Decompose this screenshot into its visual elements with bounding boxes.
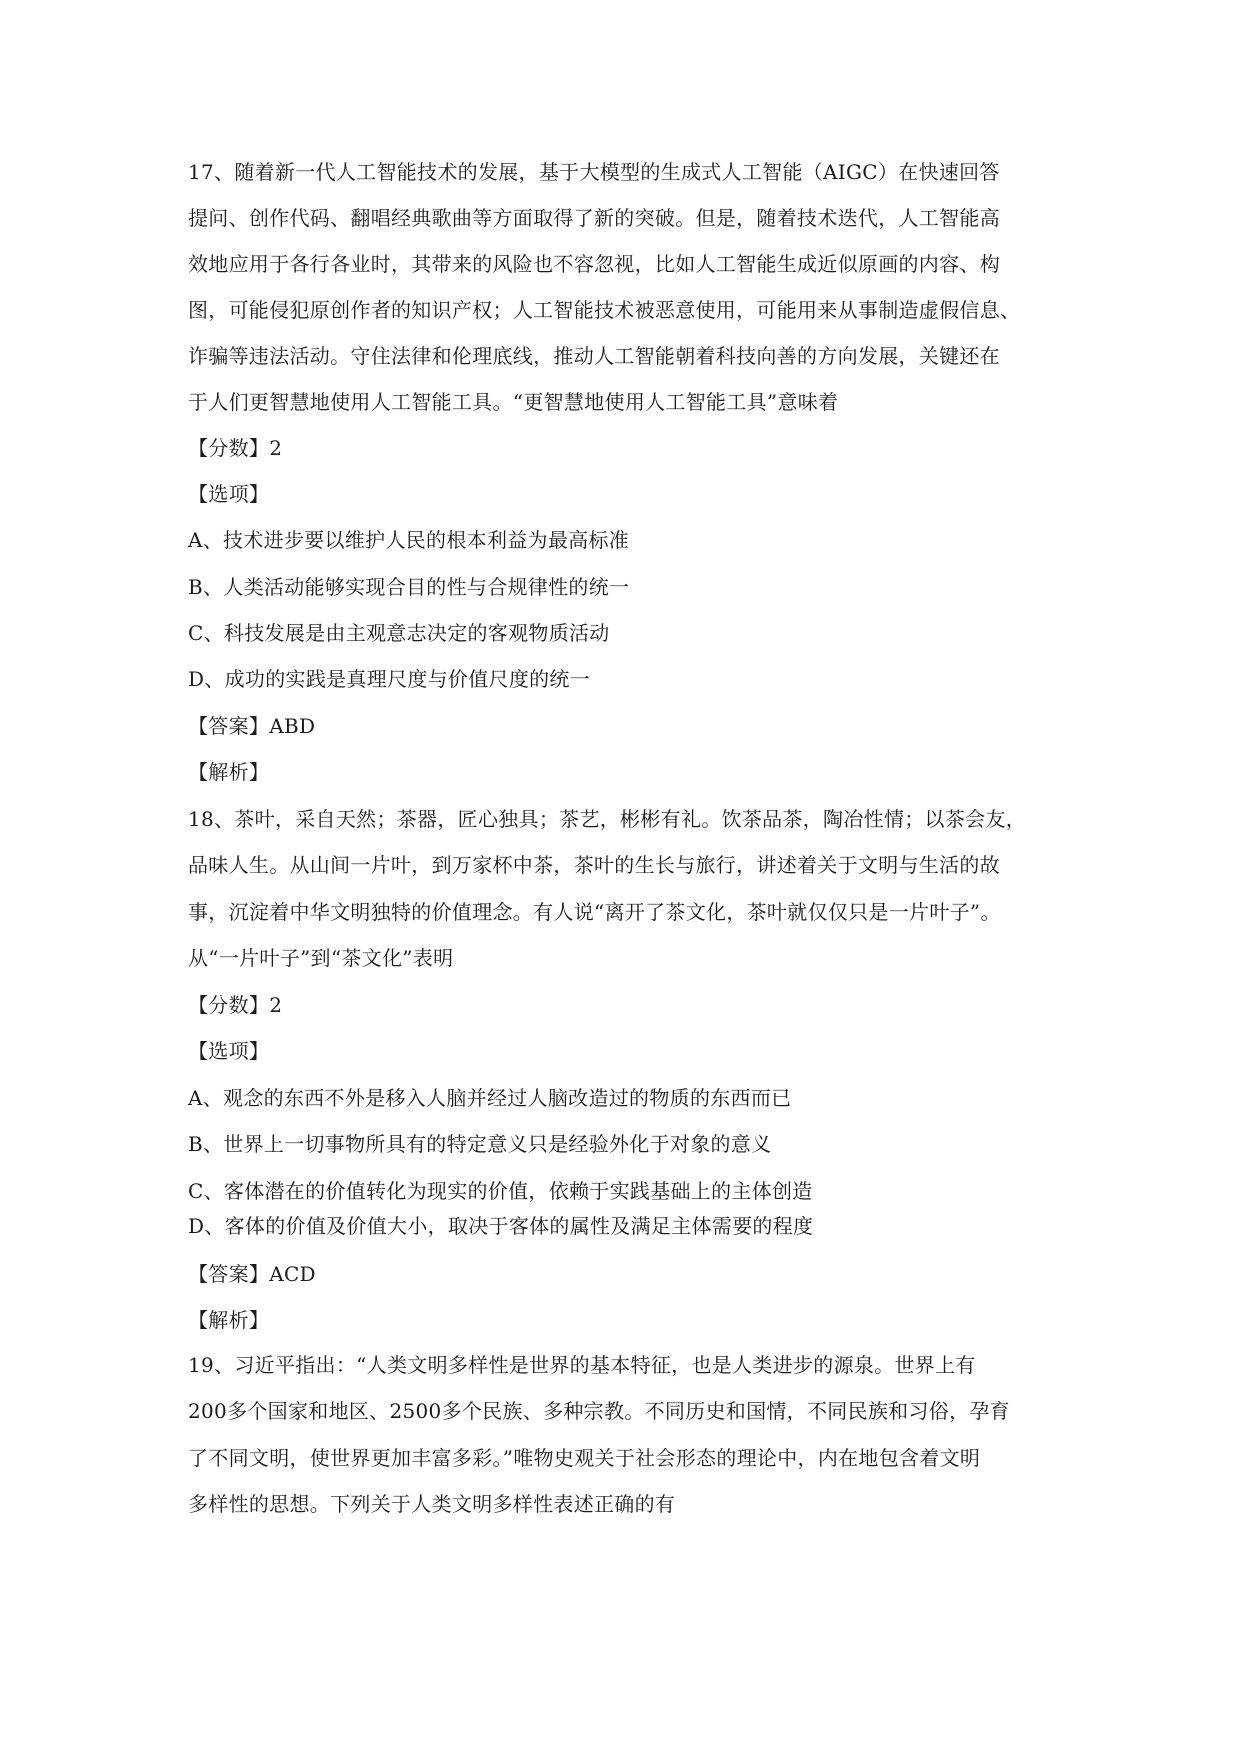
answer-label: 【答案】ABD: [188, 714, 316, 738]
options-label: 【选项】: [188, 482, 270, 506]
question-stem-line: 效地应用于各行各业时，其带来的风险也不容忽视，比如人工智能生成近似原画的内容、构: [188, 252, 1000, 276]
question-stem-line: 于人们更智慧地使用人工智能工具。“更智慧地使用人工智能工具”意味着: [188, 390, 839, 414]
question-stem-line: 18、茶叶，采自天然；茶器，匠心独具；茶艺，彬彬有礼。饮茶品茶，陶冶性情；以茶会友，: [188, 807, 1027, 831]
option-c: C、客体潜在的价值转化为现实的价值，依赖于实践基础上的主体创造: [188, 1179, 813, 1203]
question-stem-line: 19、习近平指出：“人类文明多样性是世界的基本特征，也是人类进步的源泉。世界上有: [188, 1353, 976, 1377]
option-a: A、观念的东西不外是移入人脑并经过人脑改造过的物质的东西而已: [188, 1086, 792, 1110]
option-d: D、客体的价值及价值大小，取决于客体的属性及满足主体需要的程度: [188, 1214, 814, 1238]
option-d: D、成功的实践是真理尺度与价值尺度的统一: [188, 667, 591, 691]
question-stem-line: 图，可能侵犯原创作者的知识产权；人工智能技术被恶意使用，可能用来从事制造虚假信息、: [188, 298, 1021, 322]
question-stem-line: 诈骗等违法活动。守住法律和伦理底线，推动人工智能朝着科技向善的方向发展，关键还在: [188, 344, 1000, 368]
option-c: C、科技发展是由主观意志决定的客观物质活动: [188, 621, 610, 645]
answer-label: 【答案】ACD: [188, 1262, 316, 1286]
analysis-label: 【解析】: [188, 1308, 270, 1332]
question-stem-line: 从“一片叶子”到“茶文化”表明: [188, 946, 454, 970]
option-a: A、技术进步要以维护人民的根本利益为最高标准: [188, 528, 630, 552]
question-stem-line: 提问、创作代码、翻唱经典歌曲等方面取得了新的突破。但是，随着技术迭代，人工智能高: [188, 206, 1000, 230]
question-stem-line: 品味人生。从山间一片叶，到万家杯中茶，茶叶的生长与旅行，讲述着关于文明与生活的故: [188, 853, 1000, 877]
question-stem-line: 17、随着新一代人工智能技术的发展，基于大模型的生成式人工智能（AIGC）在快速回答: [188, 160, 1000, 184]
score-label: 【分数】2: [188, 993, 283, 1017]
question-stem-line: 200多个国家和地区、2500多个民族、多种宗教。不同历史和国情，不同民族和习俗，孕育: [188, 1399, 1010, 1423]
analysis-label: 【解析】: [188, 760, 270, 784]
option-b: B、世界上一切事物所具有的特定意义只是经验外化于对象的意义: [188, 1132, 772, 1156]
question-stem-line: 了不同文明，使世界更加丰富多彩。”唯物史观关于社会形态的理论中，内在地包含着文明: [188, 1446, 981, 1470]
score-label: 【分数】2: [188, 436, 283, 460]
question-stem-line: 多样性的思想。下列关于人类文明多样性表述正确的有: [188, 1492, 676, 1516]
option-b: B、人类活动能够实现合目的性与合规律性的统一: [188, 575, 630, 599]
question-stem-line: 事，沉淀着中华文明独特的价值理念。有人说“离开了茶文化，茶叶就仅仅只是一片叶子”。: [188, 900, 1001, 924]
options-label: 【选项】: [188, 1039, 270, 1063]
